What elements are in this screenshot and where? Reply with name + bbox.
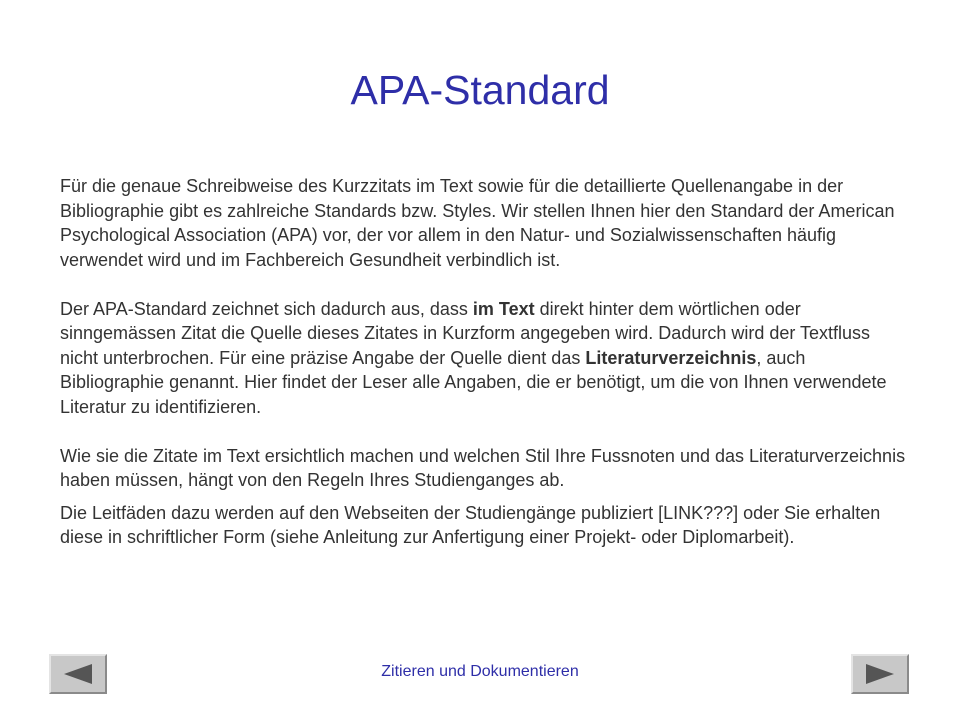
slide-content — [60, 174, 910, 550]
footer-title: Zitieren und Dokumentieren — [381, 663, 579, 680]
next-slide-button[interactable] — [851, 654, 909, 694]
arrow-right-icon — [865, 663, 895, 685]
paragraph-apa-text-1: Der APA-Standard zeichnet sich dadurch aus, dass — [60, 298, 473, 319]
slide-title: APA-Standard — [350, 67, 610, 113]
paragraph-apa-description — [60, 297, 910, 420]
bold-literaturverzeichnis: Literaturverzeichnis — [585, 347, 757, 368]
paragraph-rules: Wie sie die Zitate im Text ersichtlich machen und welchen Stil Ihre Fussnoten und das Literaturverzeichnis haben müssen, hängt von den Regeln Ihres Studienganges ab. — [60, 445, 906, 490]
paragraph-apa-text-2: direkt hinter dem wörtlichen oder sinngemässen Zitat die Quelle dieses Zitates in Kurzform angegeben wird. Dadurch wird der Textfluss nicht unterbrochen. Für eine präzise Angabe der Quelle dient das — [60, 298, 871, 368]
paragraph-guidelines: Die Leitfäden dazu werden auf den Webseiten der Studiengänge publiziert [LINK???] oder Sie erhalten diese in schriftlicher Form (siehe Anleitung zur Anfertigung einer Projekt- oder Diplomarbeit). — [60, 502, 881, 547]
paragraph-intro: Für die genaue Schreibweise des Kurzzitats im Text sowie für die detaillierte Quellenangabe in der Bibliographie gibt es zahlreiche Standards bzw. Styles. Wir stellen Ihnen hier den Standard der American Psychological Association (APA) vor, der vor allem in den Natur- und Sozialwissenschaften häufig verwendet wird und im Fachbereich Gesundheit verbindlich ist. — [60, 176, 895, 270]
paragraph-apa-text-3: , auch Bibliographie genannt. Hier findet der Leser alle Angaben, die er benötigt, um die von Ihnen verwendete Literatur zu identifizieren. — [60, 347, 887, 417]
bold-im-text: im Text — [472, 298, 535, 319]
